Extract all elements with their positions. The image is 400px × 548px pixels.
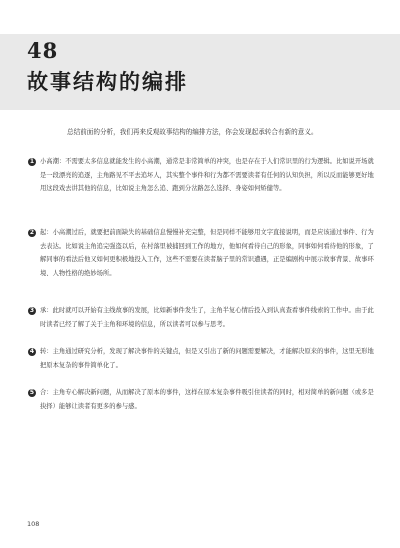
- paragraph-text: 转：主角通过研究分析，发现了解决事件的关键点，但是又引出了新的问题需要解决，才能解决原来的事件，这里无形地把原本复杂的事件简单化了。: [40, 348, 374, 369]
- paragraph-text: 起：小高潮过后，就要把前面缺失的基础信息慢慢补充完整，但是同样不能够用文字直接说明，而是应该通过事件、行为去表达。比如说主角追完强盗以后，在村落里被捕回到工作的地方，他如何看待自己的形象，同事如何看待他的形象，了解同事的看法后他又如何更积极地投入工作，这些不需要在读者脑子里的常识遭遇，正是编剧构中展示故事背景、故事环境、人物性格的绝妙场所。: [40, 229, 374, 277]
- numbered-bullet-icon: 5: [29, 388, 35, 396]
- numbered-bullet-icon: 2: [29, 228, 35, 236]
- body-paragraph: [29, 345, 378, 372]
- paragraph-text: 小高潮：不需要太多信息就能发生的小高潮，通常是非常简单的冲突，也是存在于人们常识里的行为逻辑。比如说开场就是一段漂亮的追逐，主角路见不平去追坏人，其实整个事件和行为都不需要读者有任何的认知负担，所以反而能够更好地用这段戏去讲其他的信息，比如说主角怎么追、跑到分岔路怎么选择、身姿如何矫健等。: [40, 158, 374, 192]
- paragraph-text: 合：主角专心解决新问题，从而解决了原本的事件，这样在原本复杂事件吸引住读者的同时，相对简单的新问题（或多是抉择）能够让读者有更多的参与感。: [40, 389, 374, 410]
- body-paragraph: [29, 226, 378, 280]
- chapter-title: 故事结构的编排: [27, 70, 188, 94]
- numbered-bullet-icon: 3: [29, 306, 35, 314]
- paragraph-text: 承：此时就可以开始有主线故事的发展，比如新事件发生了，主角半复心情后投入到认真查看事件线索的工作中。由于此时读者已经了解了关于主角和环境的信息，所以读者可以参与思考。: [40, 307, 374, 328]
- intro-paragraph: 总结前面的分析，我们再来反观故事结构的编排方法，你会发现起承转合有新的意义。: [67, 128, 318, 136]
- body-paragraph: [29, 304, 378, 331]
- numbered-bullet-icon: 1: [29, 157, 35, 165]
- page-number: 108: [27, 520, 40, 528]
- numbered-bullet-icon: 4: [29, 347, 35, 355]
- body-paragraph: [29, 155, 378, 196]
- body-paragraph: [29, 386, 378, 413]
- chapter-number: 48: [27, 38, 59, 63]
